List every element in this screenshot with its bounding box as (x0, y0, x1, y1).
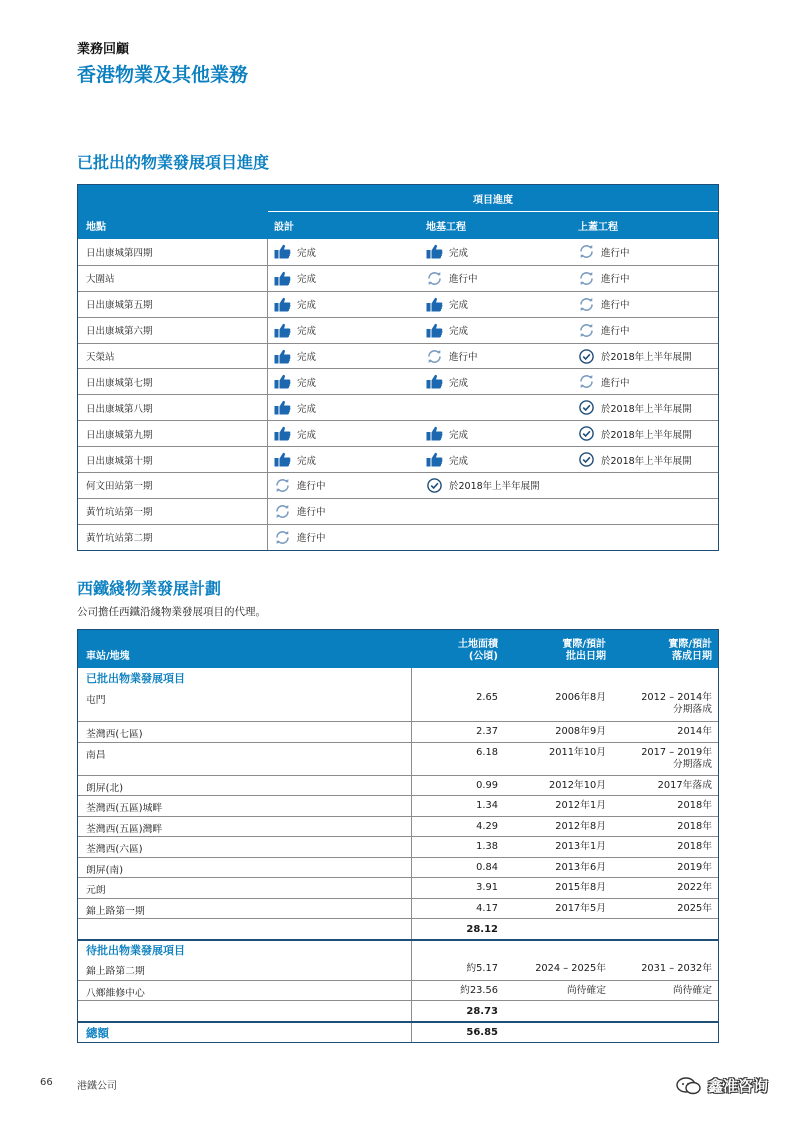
status-text: 完成 (449, 377, 469, 389)
design-cell (268, 395, 420, 420)
superstructure-cell (572, 344, 718, 369)
thumbs-up-icon (274, 323, 291, 338)
table-row (78, 857, 718, 878)
table-row (78, 420, 718, 446)
award-date: 2012年8月 (555, 820, 606, 832)
completion-date (612, 858, 718, 878)
progress-heading: 已批出的物業發展項目進度 (77, 153, 270, 172)
award-date: 2006年8月 (555, 692, 606, 703)
completion-main: 2017年落成 (657, 779, 712, 791)
col-foundation: 地基工程 (426, 222, 466, 233)
design-cell (268, 421, 420, 446)
col-location: 地點 (86, 222, 106, 233)
table-row (78, 836, 718, 857)
foundation-cell (420, 266, 572, 291)
design-cell (268, 369, 420, 394)
status (274, 374, 316, 389)
table-row (78, 472, 718, 498)
status (426, 297, 468, 312)
table-row (78, 688, 718, 721)
status-text: 完成 (297, 274, 317, 286)
status-text: 進行中 (601, 326, 630, 338)
status-text: 於2018年上半年展開 (601, 429, 692, 441)
west-rail-heading: 西鐵綫物業發展計劃 (77, 579, 222, 598)
completion-date (612, 817, 718, 837)
foundation-cell (420, 395, 572, 420)
total-label: 總額 (78, 1023, 412, 1042)
group-pending-label: 待批出物業發展項目 (78, 941, 412, 959)
status (578, 349, 692, 364)
station-name: 荃灣西(五區)灣畔 (78, 817, 412, 837)
location-cell: 日出康城第八期 (78, 395, 268, 420)
table-row (78, 898, 718, 919)
award-date: 尚待確定 (566, 984, 606, 996)
award-date: 2013年6月 (555, 861, 606, 873)
status (274, 323, 316, 338)
table-row (78, 368, 718, 394)
pending-subtotal-row (78, 1000, 718, 1021)
thumbs-up-icon (274, 244, 291, 259)
location-cell: 日出康城第六期 (78, 318, 268, 343)
check-circle-icon (578, 426, 595, 441)
design-cell (268, 292, 420, 317)
status (274, 349, 316, 364)
foundation-cell (420, 499, 572, 524)
location-cell: 黃竹坑站第一期 (78, 499, 268, 524)
table-row (78, 446, 718, 472)
superstructure-cell (572, 499, 718, 524)
progress-group-header: 項目進度 (268, 185, 718, 212)
completion-main: 尚待確定 (672, 984, 712, 996)
awarded-subtotal-row (78, 918, 718, 939)
status (578, 323, 630, 338)
refresh-icon (578, 374, 595, 389)
status (578, 374, 630, 389)
design-cell (268, 266, 420, 291)
status-text: 完成 (297, 455, 317, 467)
status-text: 完成 (297, 352, 317, 363)
status (426, 478, 540, 493)
status (578, 400, 692, 415)
superstructure-cell (572, 421, 718, 446)
station-name: 荃灣西(七區) (78, 722, 412, 742)
status (274, 452, 316, 467)
foundation-cell (420, 473, 572, 498)
award-date: 2024 – 2025年 (535, 963, 606, 974)
col-design: 設計 (274, 222, 294, 233)
table-row (78, 291, 718, 317)
completion-date (612, 796, 718, 816)
foundation-cell (420, 318, 572, 343)
completion-date (612, 688, 718, 721)
status-text: 完成 (297, 300, 317, 312)
watermark (676, 1075, 768, 1096)
table-row (78, 980, 718, 1001)
check-circle-icon (426, 478, 443, 493)
station-name: 屯門 (78, 688, 412, 721)
progress-table-header (78, 185, 718, 239)
page-title: 香港物業及其他業務 (77, 64, 249, 86)
total-row (78, 1021, 718, 1042)
design-cell (268, 473, 420, 498)
check-circle-icon (578, 349, 595, 364)
station-name: 荃灣西(六區) (78, 837, 412, 857)
station-name: 朗屏(北) (78, 776, 412, 796)
foundation-cell (420, 292, 572, 317)
superstructure-cell (572, 395, 718, 420)
superstructure-cell (572, 318, 718, 343)
station-name: 錦上路第二期 (78, 959, 412, 980)
completion-main: 2018年 (677, 800, 712, 811)
foundation-cell (420, 344, 572, 369)
col-area (412, 630, 504, 668)
subtotal-spacer (78, 919, 412, 939)
completion-date (612, 899, 718, 919)
completion-date (612, 743, 718, 775)
foundation-cell (420, 525, 572, 550)
status (426, 452, 468, 467)
design-cell (268, 499, 420, 524)
land-area: 0.84 (476, 861, 498, 873)
completion-main: 2025年 (677, 902, 712, 914)
thumbs-up-icon (426, 244, 443, 259)
refresh-icon (274, 504, 291, 519)
watermark-text: 鑫准咨询 (707, 1077, 768, 1095)
status-text: 進行中 (297, 507, 326, 519)
col-award-date (504, 630, 612, 668)
thumbs-up-icon (426, 426, 443, 441)
col-award-line2: 批出日期 (566, 651, 606, 662)
thumbs-up-icon (274, 400, 291, 415)
status-text: 進行中 (297, 533, 326, 545)
foundation-cell (420, 447, 572, 472)
land-area: 約23.56 (460, 984, 498, 996)
page-number: 66 (40, 1077, 53, 1088)
status (578, 297, 630, 312)
award-date: 2012年1月 (555, 800, 606, 811)
status-text: 完成 (449, 247, 469, 259)
status-text: 於2018年上半年展開 (601, 455, 692, 467)
col-complete-line2: 落成日期 (672, 651, 712, 662)
table-row (78, 959, 718, 980)
superstructure-cell (572, 292, 718, 317)
check-circle-icon (578, 400, 595, 415)
status-text: 完成 (297, 429, 317, 441)
table-row (78, 498, 718, 524)
completion-main: 2012 – 2014年 (641, 692, 712, 703)
status-text: 進行中 (601, 300, 630, 312)
table-row (78, 877, 718, 898)
design-cell (268, 525, 420, 550)
thumbs-up-icon (274, 374, 291, 389)
location-cell: 日出康城第五期 (78, 292, 268, 317)
col-superstructure: 上蓋工程 (578, 222, 618, 233)
table-row (78, 795, 718, 816)
award-date: 2015年8月 (555, 882, 606, 893)
refresh-icon (426, 349, 443, 364)
table-row (78, 775, 718, 796)
col-complete-line1: 實際/預計 (668, 639, 712, 650)
thumbs-up-icon (426, 297, 443, 312)
completion-main: 2031 – 2032年 (641, 963, 712, 974)
awarded-subtotal: 28.12 (466, 923, 498, 935)
refresh-icon (426, 271, 443, 286)
foundation-cell (420, 369, 572, 394)
land-area: 6.18 (476, 746, 498, 758)
award-date: 2012年10月 (549, 779, 606, 791)
status-text: 完成 (297, 377, 317, 389)
station-name: 錦上路第一期 (78, 899, 412, 919)
refresh-icon (274, 478, 291, 493)
location-cell: 何文田站第一期 (78, 473, 268, 498)
awarded-rows (78, 688, 718, 918)
award-date: 2013年1月 (555, 841, 606, 852)
land-area: 2.37 (476, 726, 498, 737)
col-station: 車站/地塊 (86, 651, 130, 662)
group-pending-row (78, 939, 718, 959)
status-text: 完成 (449, 455, 469, 467)
refresh-icon (578, 271, 595, 286)
thumbs-up-icon (274, 297, 291, 312)
completion-main: 2018年 (677, 820, 712, 832)
table-row (78, 816, 718, 837)
status (578, 271, 630, 286)
status-text: 進行中 (601, 274, 630, 286)
thumbs-up-icon (426, 323, 443, 338)
status (274, 504, 326, 519)
group-awarded-label: 已批出物業發展項目 (78, 668, 412, 688)
land-area: 3.91 (476, 882, 498, 893)
location-cell: 日出康城第十期 (78, 447, 268, 472)
station-name: 朗屏(南) (78, 858, 412, 878)
status-text: 於2018年上半年展開 (601, 403, 692, 415)
status-text: 完成 (449, 300, 469, 312)
location-cell: 日出康城第四期 (78, 239, 268, 265)
completion-note: 分期落成 (672, 758, 712, 770)
col-area-line1: 土地面積 (458, 639, 498, 650)
refresh-icon (578, 244, 595, 259)
location-cell: 天榮站 (78, 344, 268, 369)
completion-date (612, 722, 718, 742)
section-label: 業務回顧 (77, 42, 130, 57)
status (274, 271, 316, 286)
land-area: 1.38 (476, 841, 498, 852)
thumbs-up-icon (274, 349, 291, 364)
status-text: 完成 (297, 326, 317, 338)
location-cell: 日出康城第九期 (78, 421, 268, 446)
status (274, 530, 326, 545)
col-area-line2: (公頃) (468, 651, 498, 662)
design-cell (268, 344, 420, 369)
completion-date (612, 837, 718, 857)
location-cell: 黃竹坑站第二期 (78, 525, 268, 550)
land-area: 約5.17 (466, 963, 498, 974)
refresh-icon (274, 530, 291, 545)
station-name: 元朗 (78, 878, 412, 898)
status (274, 400, 316, 415)
footer-org: 港鐵公司 (77, 1081, 117, 1092)
foundation-cell (420, 421, 572, 446)
location-cell: 日出康城第七期 (78, 369, 268, 394)
thumbs-up-icon (426, 374, 443, 389)
table-row (78, 317, 718, 343)
status (426, 244, 468, 259)
table-row (78, 721, 718, 742)
completion-main: 2018年 (677, 841, 712, 852)
total-value: 56.85 (466, 1027, 498, 1038)
superstructure-cell (572, 369, 718, 394)
col-award-line1: 實際/預計 (562, 639, 606, 650)
station-name: 荃灣西(五區)城畔 (78, 796, 412, 816)
west-rail-intro: 公司擔任西鐵沿綫物業發展項目的代理。 (77, 606, 266, 618)
status (274, 297, 316, 312)
chat-bubble-icon (676, 1076, 702, 1096)
table-row (78, 239, 718, 265)
status-text: 於2018年上半年展開 (449, 481, 540, 493)
status (426, 349, 478, 364)
progress-table (77, 184, 719, 551)
west-rail-table-header (78, 630, 718, 668)
superstructure-cell (572, 239, 718, 265)
col-completion-date (612, 630, 718, 668)
thumbs-up-icon (274, 426, 291, 441)
status (274, 426, 316, 441)
land-area: 2.65 (476, 692, 498, 703)
status-text: 完成 (449, 326, 469, 338)
design-cell (268, 318, 420, 343)
completion-main: 2014年 (677, 726, 712, 737)
thumbs-up-icon (426, 452, 443, 467)
award-date: 2008年9月 (555, 726, 606, 737)
design-cell (268, 239, 420, 265)
refresh-icon (578, 323, 595, 338)
land-area: 4.17 (476, 902, 498, 914)
pending-subtotal: 28.73 (466, 1005, 498, 1017)
thumbs-up-icon (274, 271, 291, 286)
superstructure-cell (572, 525, 718, 550)
completion-main: 2017 – 2019年 (641, 746, 712, 758)
award-date: 2011年10月 (549, 746, 606, 758)
completion-date (612, 981, 718, 1001)
table-row (78, 742, 718, 775)
completion-note: 分期落成 (672, 704, 712, 715)
design-cell (268, 447, 420, 472)
status (578, 244, 630, 259)
status-text: 完成 (297, 247, 317, 259)
status-text: 完成 (449, 429, 469, 441)
status (426, 374, 468, 389)
status-text: 進行中 (601, 247, 630, 259)
check-circle-icon (578, 452, 595, 467)
superstructure-cell (572, 266, 718, 291)
table-row (78, 524, 718, 550)
status (426, 271, 478, 286)
group-awarded-row (78, 668, 718, 688)
superstructure-cell (572, 473, 718, 498)
thumbs-up-icon (274, 452, 291, 467)
land-area: 1.34 (476, 800, 498, 811)
completion-main: 2019年 (677, 861, 712, 873)
status-text: 完成 (297, 403, 317, 415)
status (274, 244, 316, 259)
west-rail-table (77, 629, 719, 1043)
status (578, 426, 692, 441)
station-name: 八鄉維修中心 (78, 981, 412, 1001)
award-date: 2017年5月 (555, 902, 606, 914)
table-row (78, 394, 718, 420)
superstructure-cell (572, 447, 718, 472)
status (426, 426, 468, 441)
status (426, 323, 468, 338)
status-text: 進行中 (297, 481, 326, 493)
location-cell: 大圍站 (78, 266, 268, 291)
refresh-icon (578, 297, 595, 312)
status-text: 進行中 (601, 377, 630, 389)
status (274, 478, 326, 493)
status-text: 進行中 (449, 274, 478, 286)
table-row (78, 343, 718, 369)
status (578, 452, 692, 467)
land-area: 0.99 (476, 779, 498, 791)
station-name: 南昌 (78, 743, 412, 775)
table-row (78, 265, 718, 291)
completion-date (612, 959, 718, 980)
status-text: 進行中 (449, 352, 478, 363)
pending-rows (78, 959, 718, 1000)
completion-main: 2022年 (677, 882, 712, 893)
foundation-cell (420, 239, 572, 265)
land-area: 4.29 (476, 820, 498, 832)
subtotal-spacer (78, 1001, 412, 1021)
completion-date (612, 878, 718, 898)
completion-date (612, 776, 718, 796)
status-text: 於2018年上半年展開 (601, 352, 692, 363)
progress-table-body (78, 239, 718, 550)
